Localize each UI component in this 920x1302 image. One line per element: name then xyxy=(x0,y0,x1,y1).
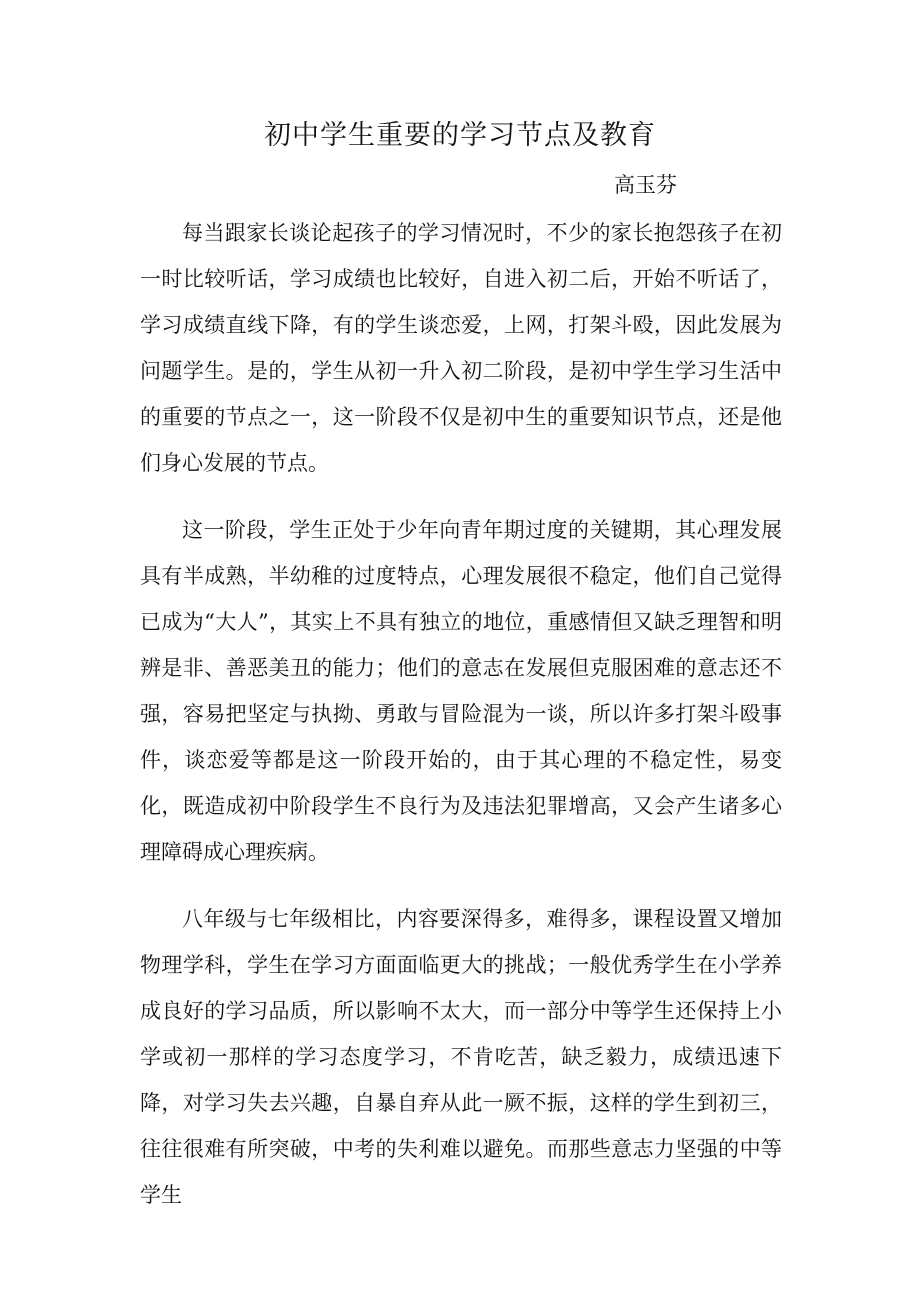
paragraph-1: 每当跟家长谈论起孩子的学习情况时，不少的家长抱怨孩子在初一时比较听话，学习成绩也比较好，自进入初二后，开始不听话了，学习成绩直线下降，有的学生谈恋爱，上网，打架斗殴，因此发展为问题学生。是的，学生从初一升入初二阶段，是初中学生学习生活中的重要的节点之一，这一阶段不仅是初中生的重要知识节点，还是他们身心发展的节点。 xyxy=(140,221,782,475)
paragraph-3: 八年级与七年级相比，内容要深得多，难得多，课程设置又增加物理学科，学生在学习方面面临更大的挑战；一般优秀学生在小学养成良好的学习品质，所以影响不太大，而一部分中等学生还保持上小学或初一那样的学习态度学习，不肯吃苦，缺乏毅力，成绩迅速下降，对学习失去兴趣，自暴自弃从此一厥不振，这样的学生到初三，往往很难有所突破，中考的失利难以避免。而那些意志力坚强的中等学生 xyxy=(140,907,782,1207)
document-body xyxy=(140,210,782,1239)
document-title: 初中学生重要的学习节点及教育 xyxy=(264,120,656,151)
paragraph-2: 这一阶段，学生正处于少年向青年期过度的关键期，其心理发展具有半成熟，半幼稚的过度特点，心理发展很不稳定，他们自己觉得已成为“大人”，其实上不具有独立的地位，重感情但又缺乏理智和明辨是非、善恶美丑的能力；他们的意志在发展但克服困难的意志还不强，容易把坚定与执拗、勇敢与冒险混为一谈，所以许多打架斗殴事件，谈恋爱等都是这一阶段开始的，由于其心理的不稳定性，易变化，既造成初中阶段学生不良行为及违法犯罪增高，又会产生诸多心理障碍成心理疾病。 xyxy=(140,518,782,864)
document-author: 高玉芬 xyxy=(614,173,677,197)
